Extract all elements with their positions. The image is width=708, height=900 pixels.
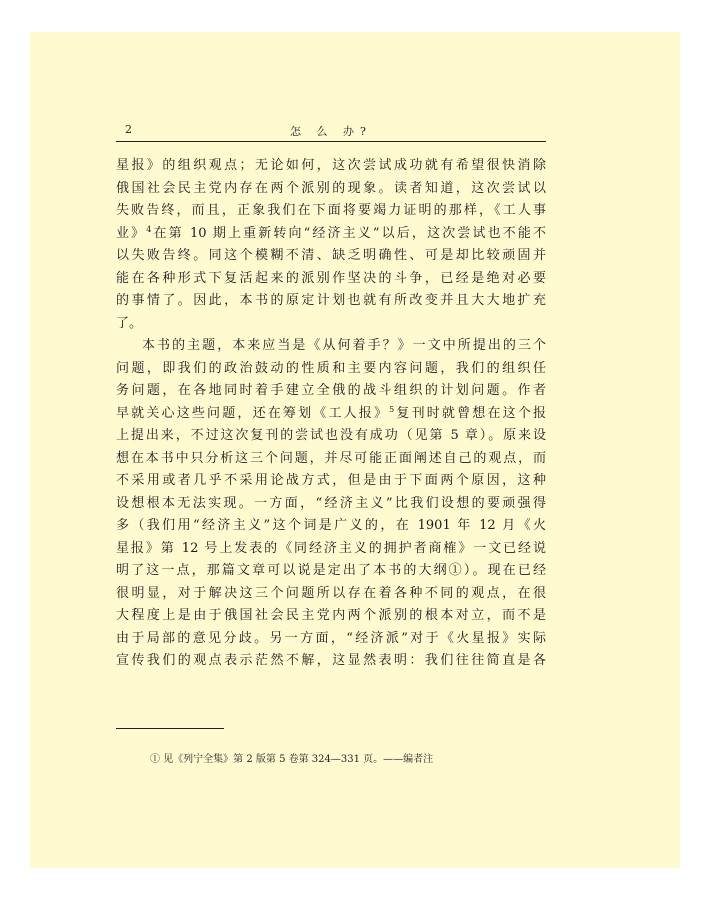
text-line: [116, 200, 546, 223]
text-line: [116, 313, 546, 336]
text-line: [116, 605, 546, 628]
text-line-segment: 问题，即我们的政治鼓动的性质和主要内容问题，我们的组织任: [116, 360, 546, 376]
note-reference: 4: [146, 224, 152, 234]
text-line: [116, 403, 546, 426]
text-line-segment: 复刊时就曾想在这个报: [394, 405, 546, 421]
text-line: [116, 358, 546, 381]
text-line-segment: 宣传我们的观点表示茫然不解，这显然表明：我们往往简直是各: [116, 653, 546, 668]
text-line: [116, 538, 546, 561]
text-line-segment: 务问题，在各地同时着手建立全俄的战斗组织的计划问题。作者: [116, 383, 546, 398]
text-line: [116, 245, 546, 268]
text-line: [116, 425, 546, 448]
note-reference: 5: [389, 404, 395, 414]
text-line: [116, 470, 546, 493]
text-line-segment: 大程度上是由于俄国社会民主党内两个派别的根本对立，而不是: [116, 608, 546, 623]
page-number: 2: [125, 123, 132, 136]
text-line: [116, 628, 546, 651]
text-line-segment: 不采用或者几乎不采用论战方式，但是由于下面两个原因，这种: [116, 473, 546, 488]
footnote: ① 见《列宁全集》第 2 版第 5 卷第 324—331 页。——编者注: [150, 754, 434, 765]
text-line: [116, 493, 546, 516]
running-title: 怎 么 办?: [290, 125, 372, 138]
text-line-segment: 在第 10 期上重新转向“经济主义”以后，这次尝试也不能不: [151, 225, 546, 241]
text-line-segment: 由于局部的意见分歧。另一方面，“经济派”对于《火星报》实际: [116, 630, 546, 646]
text-line: [116, 268, 546, 291]
text-line: [116, 290, 546, 313]
footnote-rule: [116, 728, 224, 729]
text-line: [116, 583, 546, 606]
text-line-segment: 星报》的组织观点；无论如何，这次尝试成功就有希望很快消除: [116, 158, 546, 173]
text-line-segment: 本书的主题，本来应当是《从何着手？》一文中所提出的三个: [142, 338, 546, 353]
text-line-segment: 设想根本无法实现。一方面，“经济主义”比我们设想的要顽强得: [116, 495, 546, 511]
text-line: [116, 380, 546, 403]
text-line-segment: 了。: [116, 315, 143, 331]
text-line-segment: 明了这一点，那篇文章可以说是定出了本书的大纲①）。现在已经: [116, 563, 546, 578]
text-line-segment: 业》: [116, 225, 147, 241]
text-line: [116, 335, 546, 358]
text-line: [116, 560, 546, 583]
text-line-segment: 的事情了。因此，本书的原定计划也就有所改变并且大大地扩充: [116, 293, 546, 308]
text-line-segment: 想在本书中只分析这三个问题，并尽可能正面阐述自己的观点，而: [116, 450, 546, 466]
text-line-segment: 早就关心这些问题，还在筹划《工人报》: [116, 405, 390, 421]
page-header: [116, 119, 546, 142]
text-line: [116, 650, 546, 673]
text-line-segment: 俄国社会民主党内存在两个派别的现象。读者知道，这次尝试以: [116, 180, 546, 196]
text-line: [116, 448, 546, 471]
text-line: [116, 178, 546, 201]
text-line: [116, 223, 546, 246]
body-text: [116, 155, 546, 673]
text-line-segment: 很明显，对于解决这三个问题所以存在着各种不同的观点，在很: [116, 585, 546, 601]
text-line-segment: 以失败告终。同这个模糊不清、缺乏明确性、可是却比较顽固并: [116, 248, 546, 263]
text-line: [116, 515, 546, 538]
text-line-segment: 失败告终，而且，正象我们在下面将要竭力证明的那样，《工人事: [116, 203, 546, 218]
text-line-segment: 能在各种形式下复活起来的派别作坚决的斗争，已经是绝对必要: [116, 270, 546, 286]
text-line: [116, 155, 546, 178]
text-line-segment: 多（我们用“经济主义”这个词是广义的，在 1901 年 12 月《火: [116, 518, 546, 533]
text-line-segment: 上提出来，不过这次复刊的尝试也没有成功（见第 5 章）。原来设: [116, 428, 546, 443]
text-line-segment: 星报》第 12 号上发表的《同经济主义的拥护者商榷》一文已经说: [116, 540, 546, 556]
